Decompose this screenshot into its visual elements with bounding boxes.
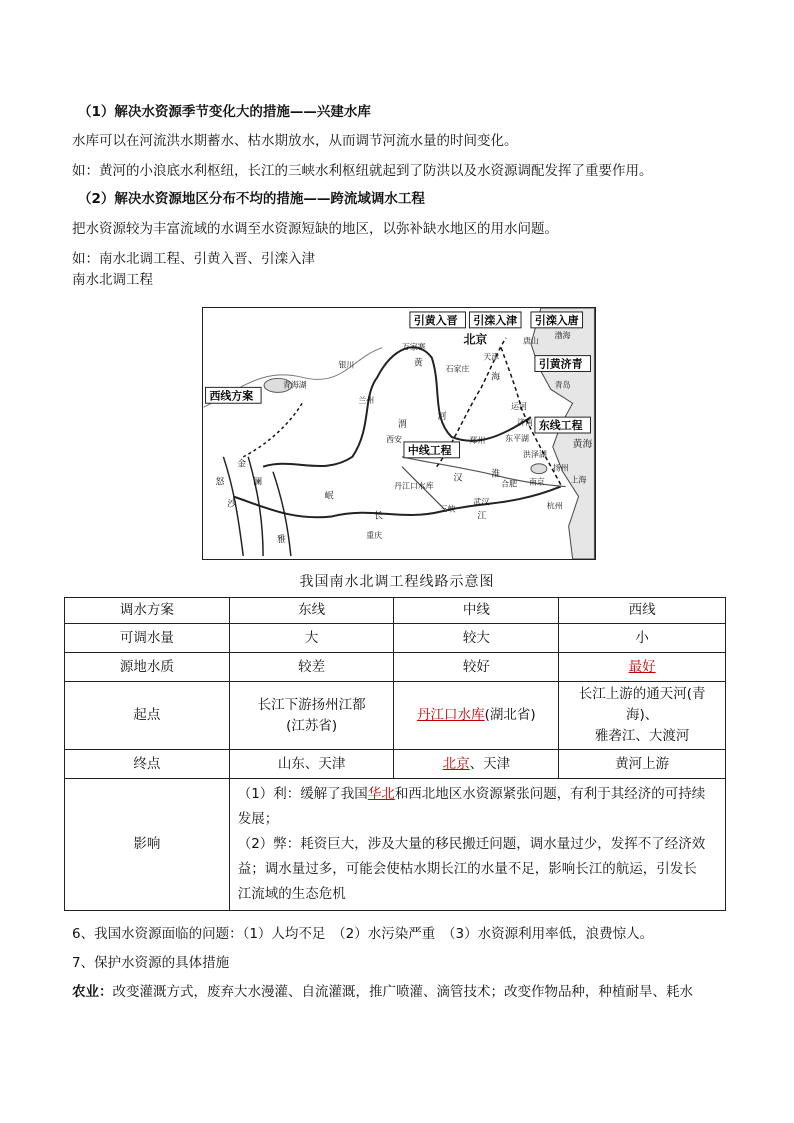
west-quality-highlight: 最好 — [628, 658, 656, 675]
impact-pro-line-1 — [238, 782, 717, 807]
agriculture-measures — [72, 983, 693, 1001]
box-yin-huang-ru-jin: 引黄入晋 — [413, 313, 458, 327]
box-middle-route: 中线工程 — [407, 443, 452, 457]
table-row-start — [65, 682, 726, 750]
label-sanxia: 三峡 — [439, 504, 456, 514]
impact-pro-b: 和西北地区水资源紧张问题，有利于其经济的可持续 — [394, 786, 706, 802]
end-middle-highlight: 北京 — [442, 755, 470, 772]
label-yunhe: 运河 — [511, 402, 527, 412]
impact-con-line-3: 江流域的生态危机 — [237, 886, 346, 902]
cell-east: 山东、天津 — [229, 750, 394, 779]
river-ya: 雅 — [276, 535, 286, 546]
west-route-line — [243, 402, 303, 457]
header-plan: 调水方案 — [65, 598, 230, 624]
box-yin-huang-ji-qing: 引黄济青 — [538, 357, 583, 371]
item-6: 6、我国水资源面临的问题：（1）人均不足 （2）水污染严重 （3）水资源利用率低，浪费惊人。 — [72, 926, 654, 942]
river-huang: 黄 — [413, 358, 423, 369]
header-west: 西线 — [559, 598, 726, 624]
river-han: 汉 — [453, 473, 463, 484]
impact-pro-highlight: 华北 — [367, 786, 395, 802]
map-svg — [203, 308, 595, 559]
table-row — [65, 624, 726, 653]
city-wanjiazhai: 万家寨 — [401, 342, 426, 352]
river-nu: 怒 — [215, 477, 225, 488]
row-label: 影响 — [65, 779, 230, 911]
city-beijing: 北京 — [463, 332, 488, 347]
table-row-end — [65, 750, 726, 779]
cell-impact — [229, 779, 725, 911]
city-shijiazhuang: 石家庄 — [445, 364, 470, 374]
cell-middle: 较大 — [394, 624, 559, 653]
section2-paragraph-1: 把水资源较为丰富流域的水调至水资源短缺的地区，以弥补缺水地区的用水问题。 — [72, 221, 558, 237]
map-caption: 我国南水北调工程线路示意图 — [299, 574, 495, 590]
table-row-impact — [65, 779, 726, 911]
city-lanzhou: 兰州 — [358, 396, 375, 406]
city-dongping: 东平湖 — [505, 433, 529, 443]
header-east: 东线 — [229, 598, 394, 624]
impact-con-line-1: （2）弊：耗资巨大，涉及大量的移民搬迁问题，调水量过少，发挥不了经济效 — [237, 836, 706, 852]
table-header-row — [65, 598, 726, 624]
city-xian: 西安 — [386, 434, 402, 444]
agriculture-label: 农业： — [72, 984, 113, 1000]
row-label: 源地水质 — [65, 653, 230, 682]
city-zhengzhou: 郑州 — [469, 435, 486, 445]
cell-east: 大 — [229, 624, 394, 653]
cell-middle: 较好 — [394, 653, 559, 682]
river-huai: 淮 — [491, 469, 501, 480]
hongze-lake — [531, 464, 547, 474]
city-jinan: 济南 — [517, 418, 533, 428]
city-yangzhou: 扬州 — [552, 463, 569, 473]
water-transfer-table — [64, 597, 726, 911]
cell-east: 较差 — [229, 653, 394, 682]
section1-paragraph-1: 水库可以在河流洪水期蓄水、枯水期放水，从而调节河流水量的时间变化。 — [72, 133, 518, 149]
item-7: 7、保护水资源的具体措施 — [72, 955, 230, 971]
cell-west: 小 — [559, 624, 726, 653]
box-yin-luan-ru-tang: 引滦入唐 — [534, 313, 579, 327]
start-middle-highlight: 丹江口水库 — [417, 707, 485, 723]
section2-heading: （2）解决水资源地区分布不均的措施——跨流域调水工程 — [78, 191, 425, 207]
city-yinchuan: 银川 — [338, 360, 355, 370]
row-label: 可调水量 — [65, 624, 230, 653]
section2-paragraph-2: 如：南水北调工程、引黄入晋、引滦入津 — [72, 251, 315, 267]
label-qinghai-lake: 青海湖 — [282, 380, 307, 390]
header-middle: 中线 — [394, 598, 559, 624]
cell-west — [559, 682, 726, 750]
river-he: 河 — [437, 412, 447, 423]
agriculture-text: 改变灌溉方式，废弃大水漫灌、自流灌溉，推广喷灌、滴管技术；改变作物品种，种植耐旱、耗水 — [112, 984, 693, 1000]
box-west-route: 西线方案 — [209, 389, 254, 403]
impact-con-line-2: 益；调水量过多，可能会使枯水期长江的水量不足，影响长江的航运，引发长 — [237, 861, 697, 877]
start-east-line-1: 长江下游扬州江都 — [257, 696, 366, 713]
city-tangshan: 唐山 — [523, 336, 539, 346]
cell-east — [229, 682, 394, 750]
river-hai: 海 — [491, 372, 501, 383]
city-shanghai: 上海 — [570, 475, 587, 485]
river-wei: 渭 — [398, 420, 407, 431]
cell-west — [559, 653, 726, 682]
yellow-river — [263, 347, 531, 466]
river-jiang: 江 — [477, 511, 487, 522]
cell-middle — [394, 750, 559, 779]
start-middle-rest: (湖北省) — [484, 707, 536, 723]
city-qingdao: 青岛 — [554, 380, 571, 390]
river-sha: 沙 — [227, 499, 237, 510]
start-east-line-2: (江苏省) — [286, 717, 338, 734]
box-yin-luan-ru-jin: 引滦入津 — [473, 313, 518, 327]
end-middle-rest: 、天津 — [469, 755, 511, 772]
box-east-route: 东线工程 — [538, 419, 583, 433]
label-huanghai: 黄海 — [572, 438, 593, 450]
cell-west: 黄河上游 — [559, 750, 726, 779]
city-hangzhou: 杭州 — [546, 501, 563, 511]
impact-pro-a: （1）利：缓解了我国 — [237, 786, 368, 802]
table-row — [65, 653, 726, 682]
row-label: 起点 — [65, 682, 230, 750]
start-west-line-2: 雅砻江、大渡河 — [594, 728, 690, 744]
city-hefei: 合肥 — [501, 479, 518, 489]
section1-paragraph-2: 如：黄河的小浪底水利枢纽，长江的三峡水利枢纽就起到了防洪以及水资源调配发挥了重要作用。 — [72, 163, 653, 179]
city-tianjin: 天津 — [483, 352, 500, 362]
river-min: 岷 — [324, 491, 334, 502]
river-chang: 长 — [374, 511, 384, 522]
impact-pro-line-2: 发展； — [237, 811, 279, 827]
label-hongze-lake: 洪泽湖 — [523, 449, 547, 459]
row-label: 终点 — [65, 750, 230, 779]
city-nanjing: 南京 — [528, 477, 545, 487]
city-wuhan: 武汉 — [473, 497, 490, 507]
section1-heading: （1）解决水资源季节变化大的措施——兴建水库 — [78, 104, 371, 120]
start-west-line-1: 长江上游的通天河(青海)、 — [578, 686, 706, 723]
city-danjiangkou: 丹江口水库 — [394, 481, 434, 491]
label-bohai: 渤海 — [554, 330, 571, 340]
river-jin: 金 — [237, 459, 247, 470]
river-lan: 澜 — [253, 477, 263, 488]
south-north-water-map — [202, 307, 596, 560]
section2-paragraph-3: 南水北调工程 — [72, 272, 153, 288]
cell-middle — [394, 682, 559, 750]
city-chongqing: 重庆 — [366, 531, 383, 541]
